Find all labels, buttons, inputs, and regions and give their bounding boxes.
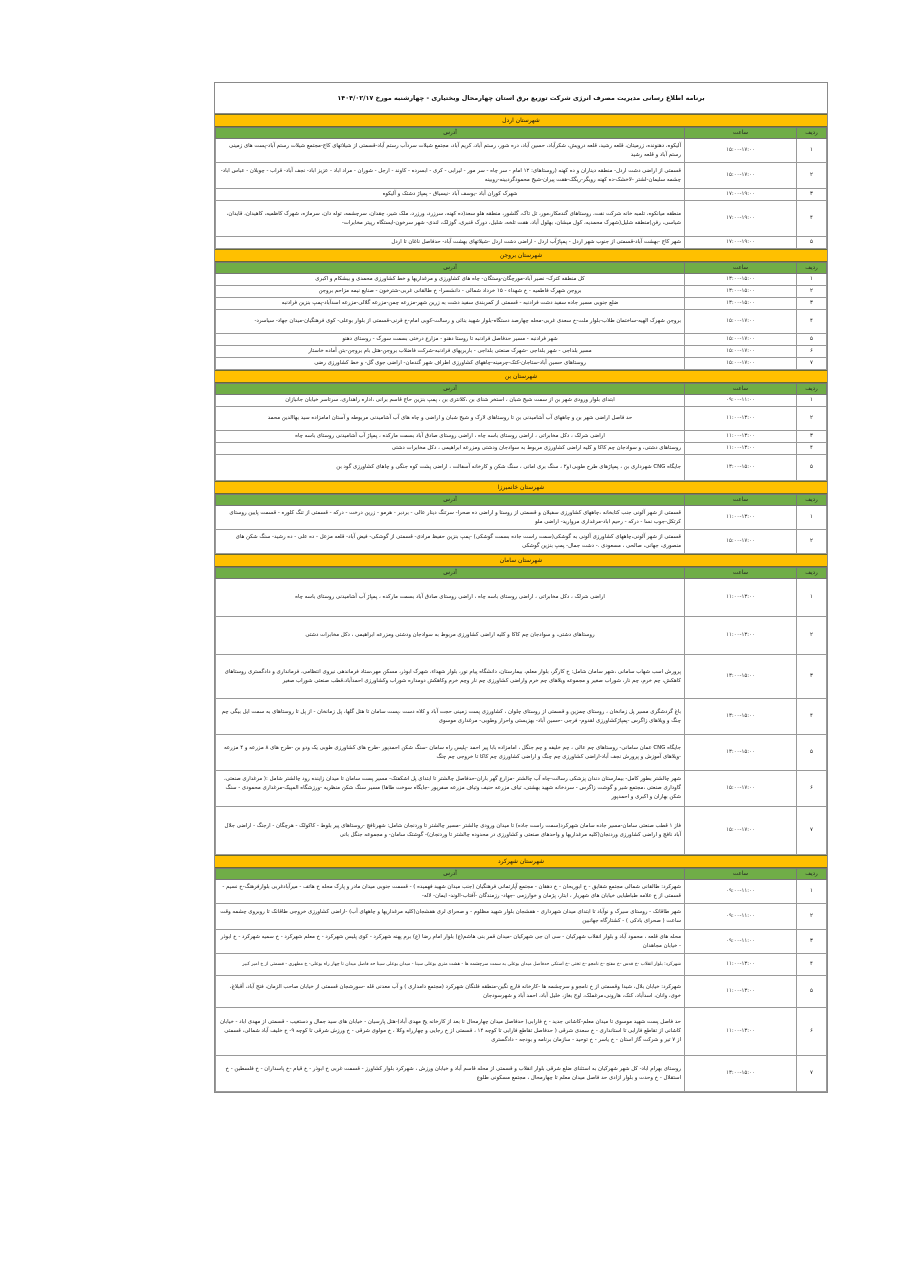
row-index: ۵ xyxy=(797,237,827,249)
row-time-range: ۱۷:۰۰-۱۹:۰۰ xyxy=(685,237,797,249)
table-row xyxy=(216,189,827,201)
table-header-row xyxy=(216,263,827,274)
table-row xyxy=(216,655,827,699)
schedule-sheet xyxy=(214,82,828,1093)
row-address: محله های قلعه ، محمود آباد و بلوار انقلاب شهرکیان - سی ان جی شهرکیان -میدان قمر بنی هاشم(ع) بلوار امام رضا (ع) برم پهنه شهرکرد - کوی پلیس شهرکرد - خ معلم شهرکرد - خ سمیه شهرکرد - خ ابوذر - خیابان مجاهدان xyxy=(216,930,685,954)
row-index: ۳ xyxy=(797,431,827,443)
row-index: ۶ xyxy=(797,346,827,358)
row-index: ۱ xyxy=(797,395,827,407)
row-time-range: ۱۱:۰۰-۱۳:۰۰ xyxy=(685,407,797,431)
column-header-address: آدرس xyxy=(216,869,685,880)
column-header-index: ردیف xyxy=(797,263,827,274)
row-address: ابتدای بلوار ورودی شهر بن از سمت شیخ شبان ، استخر شنای بن ،کلانتری بن ، پمپ بنزین حاج قاسم برانی ،اداره راهداری، سرتاسر خیابان جانبازان xyxy=(216,395,685,407)
table-row xyxy=(216,904,827,930)
row-index: ۲ xyxy=(797,163,827,189)
row-time-range: ۱۱:۰۰-۱۳:۰۰ xyxy=(685,579,797,617)
table-row xyxy=(216,443,827,455)
table-row xyxy=(216,139,827,163)
column-header-address: آدرس xyxy=(216,568,685,579)
outage-table xyxy=(215,567,827,855)
row-index: ۴ xyxy=(797,443,827,455)
column-header-time: ساعت xyxy=(685,568,797,579)
row-index: ۲ xyxy=(797,530,827,554)
row-time-range: ۰۹:۰۰-۱۱:۰۰ xyxy=(685,395,797,407)
city-section-header: شهرستان بن xyxy=(215,370,827,383)
row-address: شهرکرد: خیابان بلال، شیدا وقسمتی از خ نامجو و سرچشمه ها -کارخانه فارچ نگین-منطقه فلنگان شهرکرد (مجتمع دامداری ) و آب معدنی قله -سورشجان قسمتی از خیابان صاحب الزمان، فتح آباد، آقبلاغ، خوی، وانان، اسدآباد، کنک، هارونی،مرغملک، اوج بغاز، خلیل آباد، احمد آباد و شهرسودجان xyxy=(216,976,685,1008)
column-header-time: ساعت xyxy=(685,495,797,506)
table-row xyxy=(216,954,827,976)
column-header-time: ساعت xyxy=(685,384,797,395)
row-time-range: ۰۹:۰۰-۱۱:۰۰ xyxy=(685,880,797,904)
row-index: ۲ xyxy=(797,286,827,298)
row-address: آلیکوه، دهنونده، زرمیتان، قلعه رشید، قلعه درویش، شکرآباد، حسین آباد، دره شور، رستم آباد، کریم آباد، مجتمع شیلات سردآب رستم آباد-قسمتی از شیلاتهای کاج-مجتمع شیلات رستم آباد-پست های زمینی رستم آباد و قلعه رشید xyxy=(216,139,685,163)
city-section-header: شهرستان اردل xyxy=(215,114,827,127)
row-address: شهرکرد: طالقانی شمالی مجتمع شقایق - خ ابوریحان - خ دهقان - مجتمع آپارتمانی فرهنگیان (جنب میدان شهید فهمیده ) - قسمت جنوبی میدان مادر و پارک محله خ هاتف - میرآبادغربی بلوارفرهنگ-خ نسیم - قسمتی از خ علامه طباطبایی خیابان های شهریار ، ابتار، پژمان و خوارزمی -جهاد- رزمندگان -آفتاب-الوند- ایمان- لاله- xyxy=(216,880,685,904)
row-time-range: ۱۱:۰۰-۱۳:۰۰ xyxy=(685,506,797,530)
row-index: ۱ xyxy=(797,880,827,904)
table-row xyxy=(216,334,827,346)
row-time-range: ۱۱:۰۰-۱۳:۰۰ xyxy=(685,976,797,1008)
row-time-range: ۱۱:۰۰-۱۳:۰۰ xyxy=(685,617,797,655)
table-row xyxy=(216,807,827,855)
outage-table xyxy=(215,127,827,249)
column-header-time: ساعت xyxy=(685,263,797,274)
row-address: شهرک کوران آباد -یوسف آباد -نیسیاق - پمپاژ دشتک و آلیکوه xyxy=(216,189,685,201)
column-header-index: ردیف xyxy=(797,384,827,395)
page-title: برنامه اطلاع رسانی مدیریت مصرف انرژی شرکت توزیع برق استان چهارمحال وبختیاری - چهارشنبه مورخ ۱۴۰۴/۰۲/۱۷ xyxy=(215,83,827,114)
row-index: ۵ xyxy=(797,735,827,771)
row-address: ضلع جنوبی مسیر جاده سفید دشت فرادنبه - قسمتی از کمربندی سفید دشت به زرین شهر-مزرعه چمن-مزرعه گلالی-مزرعه اسدآباد-پمپ بنزین فرادنبه xyxy=(216,298,685,310)
row-address: مسیر بلداجی - شهر بلداجی -شهرک صنعتی بلداجی - باربریهای فرادنبه-شرکت فاضلاب بروجن-هتل بام بروجن-بتن آماده خاستار xyxy=(216,346,685,358)
row-address: حد فاصل پست شهید موسوی تا میدان معلم-کاشانی جدید - خ فارابی( حدفاصل میدان چهارمحال تا بعد از کارخانه یخ مهدی آباد)-هتل پارسیان - خیابان های سید جمال و دستغیب - قسمتی از مهدی اباد - خیابان کاشانی از تقاطع فارابی تا استانداری - خ سعدی شرقی ( حدفاصل تقاطع فارابی تا کوچه ۱۴ ، قسمتی از خ رجایی و چهارراه وکلا ، خ مولوی شرقی - خ ورزش شرقی تا کوچه ۹- خ خلیف آباد شمالی، قسمتی از ۷ تیر و شرکت گاز استان - خ یاسر - خ توحید - سازمان برنامه و بودجه - دادگستری xyxy=(216,1008,685,1056)
row-address: حد فاصل اراضی شهر بن و چاههای آب آشامیدنی بن تا روستاهای لارک و شیخ شبان و اراضی و چاه های آب آشامیدنی مربوطه و آستان امامزاده سید بهاالدین محمد xyxy=(216,407,685,431)
table-row xyxy=(216,455,827,481)
table-row xyxy=(216,699,827,735)
city-section-header: شهرستان خانمیرزا xyxy=(215,481,827,494)
row-time-range: ۱۱:۰۰-۱۳:۰۰ xyxy=(685,431,797,443)
row-address: قسمتی از اراضی دشت اردل- منطقه دیناران و ده کهنه (روستاهای: ۱۲ امام - سر چاه - سر مور - لیرابی - کری - ابسرده - کاوند - ارجل - شوران - مراد اباد - عزیز اباد- نجف آباد- قراب - چوبلان - عباس اباد- چشمه سلیمان-لشتر -لاخشک-ده کهنه رویگر-ریگک-هفت پیران-شیخ محمودگردبینه-روبینه xyxy=(216,163,685,189)
table-header-row xyxy=(216,495,827,506)
column-header-time: ساعت xyxy=(685,128,797,139)
table-header-row xyxy=(216,128,827,139)
table-row xyxy=(216,395,827,407)
table-header-row xyxy=(216,869,827,880)
row-index: ۱ xyxy=(797,506,827,530)
row-time-range: ۱۳:۰۰-۱۵:۰۰ xyxy=(685,286,797,298)
row-address: اراضی شرلک ، دکل مخابراتی ، اراضی روستای باسه چاه ، اراضی روستای صادق آباد بسمت مارکده ، پمپاژ آب آشامیدنی روستای باسه چاه xyxy=(216,431,685,443)
row-time-range: ۱۱:۰۰-۱۳:۰۰ xyxy=(685,443,797,455)
row-address: باغ گردشگری مسیر پل زمانخان ، روستای چمزین و قسمتی از روستای چلوان ، کشاورزی پست زمینی حجت آباد و کلاه دست ،پست سامان تا هتل گلها، پل زمانخان - از پل تا روستاهای به سمت ایل بیگی چم چنگ و ویلاهای زاگرس -پمپاژکشاورزی لقدوم- فرجی -حسین آباد- بهزیستی واحرار وطوبی- مرغداری موسوی xyxy=(216,699,685,735)
row-time-range: ۱۱:۰۰-۱۳:۰۰ xyxy=(685,1008,797,1056)
row-address: بروجن شهرک الهیه-ساختمان طلاب-بلوار ملت-خ سعدی غربی-محله چهارصد دستگاه-بلوار شهید بنائی و رسالت-کوبی امام-خ قرنی-قسمتی از بلوار بوعلی- کوی فرهنگیان-میدان جهاد- سیاسرد- xyxy=(216,310,685,334)
row-time-range: ۱۳:۰۰-۱۵:۰۰ xyxy=(685,699,797,735)
row-index: ۵ xyxy=(797,455,827,481)
table-row xyxy=(216,201,827,237)
column-header-index: ردیف xyxy=(797,568,827,579)
row-address: شهر فرادنبه - مسیر حدفاصل فرادنبه تا روستا دهنو - مزارع درختی بسمت سورک - روستای دهنو xyxy=(216,334,685,346)
sections-container xyxy=(215,114,827,1092)
row-index: ۲ xyxy=(797,904,827,930)
column-header-index: ردیف xyxy=(797,495,827,506)
table-row xyxy=(216,346,827,358)
row-time-range: ۱۵:۰۰-۱۷:۰۰ xyxy=(685,807,797,855)
table-row xyxy=(216,976,827,1008)
row-address: بروجن شهرک فاطمیه - خ شهداء - ۱۵ خرداد شمالی - دانشسرا- خ طالقانی غربی-شترخون - صنایع نیمه مزاحم بروجن xyxy=(216,286,685,298)
row-address: روستاهای حسین آباد-ستاجان-کتک-چرمینه-چاههای کشاورزی اطراف شهر گندمان- اراضی جوی گل- و خط کشاورزی رضی xyxy=(216,358,685,370)
row-index: ۳ xyxy=(797,298,827,310)
row-index: ۲ xyxy=(797,407,827,431)
row-time-range: ۱۵:۰۰-۱۷:۰۰ xyxy=(685,163,797,189)
row-index: ۱ xyxy=(797,579,827,617)
row-time-range: ۱۳:۰۰-۱۵:۰۰ xyxy=(685,298,797,310)
row-index: ۴ xyxy=(797,201,827,237)
row-time-range: ۰۹:۰۰-۱۱:۰۰ xyxy=(685,904,797,930)
row-address: کل منطقه کترک- نصیر آباد-مورچگان-وستگان- چاه های کشاورزی و مرغداریها و خط کشاورزی محمدی و بیشکام و اکبری xyxy=(216,274,685,286)
row-time-range: ۱۵:۰۰-۱۷:۰۰ xyxy=(685,358,797,370)
table-header-row xyxy=(216,384,827,395)
column-header-index: ردیف xyxy=(797,869,827,880)
row-time-range: ۱۳:۰۰-۱۵:۰۰ xyxy=(685,455,797,481)
row-time-range: ۱۵:۰۰-۱۷:۰۰ xyxy=(685,139,797,163)
table-row xyxy=(216,1008,827,1056)
table-row xyxy=(216,771,827,807)
table-row xyxy=(216,298,827,310)
table-row xyxy=(216,506,827,530)
row-index: ۱ xyxy=(797,274,827,286)
row-index: ۲ xyxy=(797,617,827,655)
row-address: قسمتی از شهر آلونی جنب کتابخانه ،چاههای کشاورزی سفیلان و قسمتی از روستا و اراضی ده صحرا- سرتنگ دینار عالی - بردبر - هرمو - زرین درخت - درکه - قسمتی از تنگ کلوره - قسمت پایین روستای کرتکل-جوب نسا - درکه - رحیم اباد-مرغداری مروارید- اراضی ملو xyxy=(216,506,685,530)
row-time-range: ۱۵:۰۰-۱۷:۰۰ xyxy=(685,334,797,346)
table-row xyxy=(216,274,827,286)
row-index: ۳ xyxy=(797,655,827,699)
row-index: ۷ xyxy=(797,358,827,370)
table-row xyxy=(216,930,827,954)
row-address: شهرکرد: بلوار انقلاب -خ قدس -خ مفتح -خ نامجو -خ تختی -خ استکی حدفاصل میدان بوعلی به سمت سرچشمه ها - هشت متری بوعلی سینا - میدان بوعلی سینا حد فاصل میدان تا چهار راه بوعلی- خ مطهری - قسمتی از خ امیر کبیر xyxy=(216,954,685,976)
row-address: جایگاه CNG شهرداری بن ، پمپاژهای طرح طوبی۱و۲ ، سنگ بری امانی ، سنگ شکن و کارخانه آسفالت ، اراضی پشت کوه جنگی و چاهای کشاورزی گود بن xyxy=(216,455,685,481)
row-index: ۵ xyxy=(797,334,827,346)
table-header-row xyxy=(216,568,827,579)
row-time-range: ۱۷:۰۰-۱۹:۰۰ xyxy=(685,189,797,201)
row-index: ۳ xyxy=(797,189,827,201)
table-row xyxy=(216,358,827,370)
table-row xyxy=(216,431,827,443)
table-row xyxy=(216,163,827,189)
row-address: روستای بهرام اباد- کل شهر شهرکیان به استثنای ضلع شرقی بلوار انقلاب و قسمتی از محله قاسم آباد و خیابان ورزش ، شهرکرد بلوار کشاورز - قسمت غربی خ ابوذر - خ قیام -خ پاسداران - خ فلسطین - خ استقلال - خ وحدت و بلوار ازادی حد فاصل میدان معلم تا چهارمحال ، مجتمع مسکونی طلوع xyxy=(216,1056,685,1092)
row-address: روستاهای دشتی، و سوادجان چم کاکا و کلیه اراضی کشاورزی مربوط به سوادجان ودشتی ومزرعه ابراهیمی ، دکل مخابرات دشتی xyxy=(216,443,685,455)
column-header-time: ساعت xyxy=(685,869,797,880)
row-index: ۳ xyxy=(797,930,827,954)
table-row xyxy=(216,1056,827,1092)
outage-table xyxy=(215,868,827,1092)
column-header-address: آدرس xyxy=(216,263,685,274)
column-header-address: آدرس xyxy=(216,384,685,395)
row-address: پرورش اسب شهاب سامانی ،شهر سامان شامل: خ کارگر، بلوار معلم، بیمارستان، دانشگاه پیام نور، بلوار شهداء، شهرک ابوذر، مسکن مهر،ستاد فرماندهی نیروی انتظامی، فرمانداری و دادگستری روستاهای کاهکش، چم خرم، چم نار، شوراب صغیر و مجموعه ویلاهای چم خرم واراضی کشاورزی چم نار وچم خرم وکاهکش دومداره شوراب وکشاورزی احمدآباد،قطب صنعتی شوراب صغیر xyxy=(216,655,685,699)
outage-table xyxy=(215,383,827,481)
table-row xyxy=(216,237,827,249)
row-time-range: ۱۳:۰۰-۱۵:۰۰ xyxy=(685,274,797,286)
column-header-address: آدرس xyxy=(216,128,685,139)
row-index: ۱ xyxy=(797,139,827,163)
outage-table xyxy=(215,494,827,554)
row-time-range: ۱۵:۰۰-۱۷:۰۰ xyxy=(685,530,797,554)
row-address: فاز ۱ قطب صنعتی سامان-مسیر جاده سامان شهرکرد(سمت راست جاده) تا میدان ورودی چالشتر -مسیر چالشتر تا وردنجان شامل: شهرنافچ -روستاهای پیر بلوط - کاکولک - هرچگان - ارجنگ - اراضی جلال آباد نافچ و اراضی کشاورزی وردنجان(کلیه مرغداریها و واحدهای صنعتی و کشاورزی در محدوده چالشتر تا وردنجان)- گوشتک سامان- و مجموعه جنگل بانی xyxy=(216,807,685,855)
row-time-range: ۱۱:۰۰-۱۳:۰۰ xyxy=(685,954,797,976)
table-row xyxy=(216,286,827,298)
city-section-header: شهرستان بروجن xyxy=(215,249,827,262)
row-address: قسمتی از شهر آلونی،چاههای کشاورزی آلونی به گوشکی(سمت راست جاده بسمت گوشکی) -پمپ بنزین حفیظ مرادی- قسمتی از گوشکی- فیض آباد- قلعه مزعل - ده علی - ده رشید- سنگ شکن های منصوری، جهانی، صالحی ، مسعودی .- دشت جمال- پمپ بنزین گوشکی xyxy=(216,530,685,554)
outage-table xyxy=(215,262,827,370)
row-time-range: ۱۷:۰۰-۱۹:۰۰ xyxy=(685,201,797,237)
row-address: جایگاه CNG عمان سامانی- روستاهای چم عالی ، چم خلیفه و چم جنگل ، امامزاده بابا پیر احمد -پلیس راه سامان -سنگ شکن احمدپور -طرح های کشاورزی طوبی یک ودو بن -طرح های ۸ مزرعه و ۴ مزرعه -ویلاهای آموزش و پرورش نجف آباد-اراضی کشاورزی چم چنگ و اراضی کشاورزی چم کاکا تا خروجی چم چنگ xyxy=(216,735,685,771)
row-index: ۶ xyxy=(797,771,827,807)
table-row xyxy=(216,579,827,617)
column-header-index: ردیف xyxy=(797,128,827,139)
row-address: منطقه میانکوه، تلمبه خانه شرکت نفت، روستاهای گندمکار،مور، تل تاک، گلشور، منطقه هلو سعد(ده کهنه، سرزرد، ورزرد، ملک شیر، چقدان، سرچشمه، توله دان، سرمازه، شهرک کاظمیه، کاهیدان، قایدان، شیاسی، رفن)منطقه شلیل(شهرک محمدیه، کول میشان، بهلول آباد، هفت تلخه، شلیل، دورک قنبری، گوزلک، لندی- شهر سرخون-ایستگاه رپیتر مخابرات- xyxy=(216,201,685,237)
row-address: اراضی شرلک ، دکل مخابراتی ، اراضی روستای باسه چاه ، اراضی روستای صادق آباد بسمت مارکده ، پمپاژ آب آشامیدنی روستای باسه چاه xyxy=(216,579,685,617)
table-row xyxy=(216,880,827,904)
row-time-range: ۱۳:۰۰-۱۵:۰۰ xyxy=(685,1056,797,1092)
row-index: ۷ xyxy=(797,1056,827,1092)
row-index: ۴ xyxy=(797,954,827,976)
city-section-header: شهرستان شهرکرد xyxy=(215,855,827,868)
table-row xyxy=(216,407,827,431)
table-row xyxy=(216,735,827,771)
row-address: شهر طاقانک - روستای سیرک و نوآباد تا ابتدای میدان شهرداری - هفشجان بلوار شهید مظلوم - و صحرای لری هفشجان(کلیه مرغداریها و چاههای آب) -اراضی کشاورزی خروجی طاقانک تا روبروی چشمه وقت ساعت ( صحرای بادکی ) - کشتارگاه جهانبین xyxy=(216,904,685,930)
row-address: شهر کاج -بهشت آباد-قسمتی از جنوب شهر اردل - پمپاژآب اردل - اراضی دشت اردل -شیلاتهای بهشت آباد- حدفاصل ناغان تا اردل xyxy=(216,237,685,249)
row-time-range: ۱۵:۰۰-۱۷:۰۰ xyxy=(685,771,797,807)
table-row xyxy=(216,617,827,655)
table-row xyxy=(216,530,827,554)
city-section-header: شهرستان سامان xyxy=(215,554,827,567)
row-index: ۴ xyxy=(797,699,827,735)
row-index: ۶ xyxy=(797,1008,827,1056)
row-index: ۷ xyxy=(797,807,827,855)
row-address: روستاهای دشتی، و سوادجان چم کاکا و کلیه اراضی کشاورزی مربوط به سوادجان ودشتی ومزرعه ابراهیمی ، دکل مخابرات دشتی xyxy=(216,617,685,655)
row-time-range: ۰۹:۰۰-۱۱:۰۰ xyxy=(685,930,797,954)
row-time-range: ۱۳:۰۰-۱۵:۰۰ xyxy=(685,735,797,771)
row-time-range: ۱۳:۰۰-۱۵:۰۰ xyxy=(685,655,797,699)
row-index: ۴ xyxy=(797,310,827,334)
row-address: شهر چالشتر بطور کامل- بیمارستان دندان پزشکی رسالت-چاه آب چالشتر -مزارع گهر باران-حدفاصل چالشتر تا ابتدای پل اشکفتک- مسیر پست سامان تا میدان زاینده رود چالشتر شامل :( مرغداری صنعتی، گاوداری صنعتی ،مجتمع شیر و گوشت زاگرس - سردخانه شهید بهشتی، تیاف مزرعه حنیف وتیاف مزرعه صفرپور -جایگاه سوخت طاها) مسیر سنگ شکن منظریه -ورزشگاه المپیک-مرغداری محمودی - سنگ شکن بهاران و اکبری و احمدپور xyxy=(216,771,685,807)
row-time-range: ۱۵:۰۰-۱۷:۰۰ xyxy=(685,310,797,334)
column-header-address: آدرس xyxy=(216,495,685,506)
row-time-range: ۱۵:۰۰-۱۷:۰۰ xyxy=(685,346,797,358)
table-row xyxy=(216,310,827,334)
row-index: ۵ xyxy=(797,976,827,1008)
